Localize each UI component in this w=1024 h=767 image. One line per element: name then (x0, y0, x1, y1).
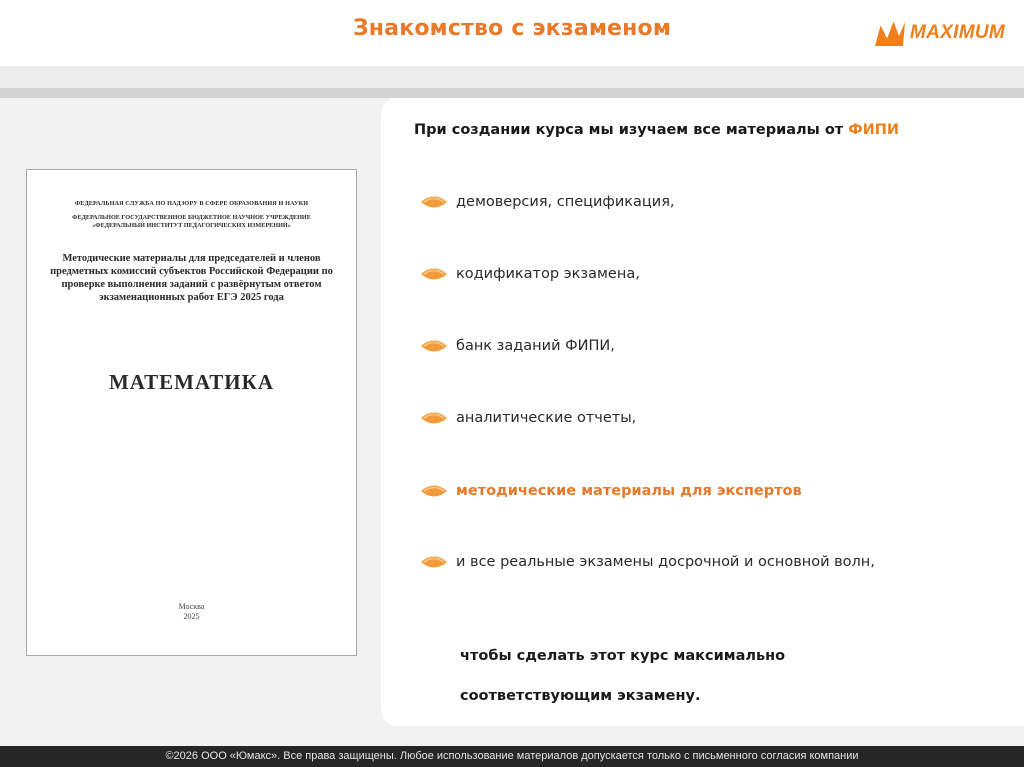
list-item (420, 405, 636, 431)
intro-text (414, 122, 899, 138)
list-item-label: кодификатор экзамена, (456, 266, 640, 282)
intro-text-main: При создании курса мы изучаем все материалы от (414, 122, 849, 138)
list-item-label: методические материалы для экспертов (456, 483, 802, 499)
orange-lens-bullet-icon (420, 554, 448, 570)
doc-city: Москва (178, 602, 205, 611)
orange-lens-bullet-icon (420, 410, 448, 426)
orange-lens-bullet-icon (420, 194, 448, 210)
list-item-label: и все реальные экзамены досрочной и основной волн, (456, 554, 875, 570)
doc-year: 2025 (183, 612, 200, 621)
orange-lens-bullet-icon (420, 483, 448, 499)
doc-institution-line1: ФЕДЕРАЛЬНОЕ ГОСУДАРСТВЕННОЕ БЮДЖЕТНОЕ НАУЧНОЕ УЧРЕЖДЕНИЕ (72, 214, 311, 221)
list-item (420, 189, 675, 215)
header-divider (0, 66, 1024, 88)
conclusion-line2: соответствующим экзамену. (460, 688, 701, 704)
doc-agency: ФЕДЕРАЛЬНАЯ СЛУЖБА ПО НАДЗОРУ В СФЕРЕ ОБРАЗОВАНИЯ И НАУКИ (74, 200, 309, 207)
header-divider-dark (0, 88, 1024, 98)
list-item (420, 478, 802, 504)
page-title: Знакомство с экзаменом (352, 16, 672, 41)
conclusion-line1: чтобы сделать этот курс максимально (460, 648, 786, 664)
list-item-label: банк заданий ФИПИ, (456, 338, 615, 354)
doc-institution (57, 214, 326, 230)
maximum-logo-icon (873, 16, 909, 50)
maximum-logo (873, 14, 1005, 52)
orange-lens-bullet-icon (420, 338, 448, 354)
logo-text: MAXIMUM (910, 22, 1005, 43)
document-cover (26, 169, 357, 656)
list-item-label: демоверсия, спецификация, (456, 194, 675, 210)
orange-lens-bullet-icon (420, 266, 448, 282)
doc-institution-line2: «ФЕДЕРАЛЬНЫЙ ИНСТИТУТ ПЕДАГОГИЧЕСКИХ ИЗМЕРЕНИЙ» (92, 222, 291, 229)
doc-subject: МАТЕМАТИКА (108, 370, 275, 394)
list-item (420, 261, 640, 287)
list-item-label: аналитические отчеты, (456, 410, 637, 426)
conclusion-text (460, 636, 785, 716)
list-item (420, 333, 615, 359)
header-bar (0, 0, 1024, 66)
copyright-footer: ©2026 ООО «Юмакс». Все права защищены. Любое использование материалов допускается только с письменного согласия компании (0, 746, 1024, 767)
doc-footer (27, 602, 356, 622)
list-item (420, 549, 875, 575)
intro-highlight: ФИПИ (848, 122, 900, 138)
doc-description: Методические материалы для председателей и членов предметных комиссий субъектов Российской Федерации по проверке выполнения заданий с развёрнутым ответом экзаменационных работ ЕГЭ 2025 года (50, 253, 333, 303)
